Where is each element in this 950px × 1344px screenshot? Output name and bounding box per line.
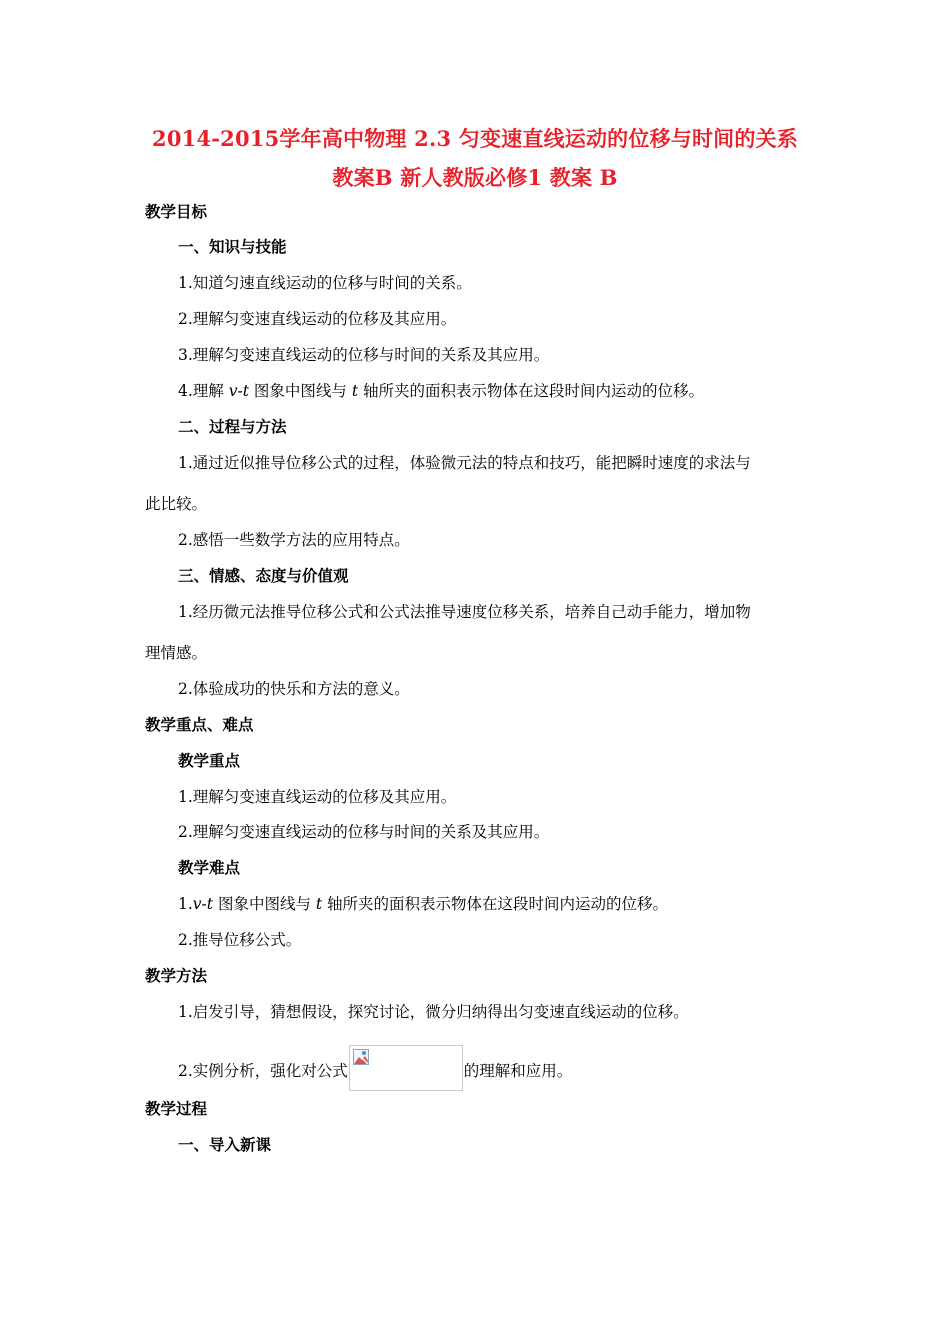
- variable-t: t: [351, 382, 359, 400]
- variable-v-t: v-t: [228, 382, 249, 400]
- document-title-line-1: 2014-2015学年高中物理 2.3 匀变速直线运动的位移与时间的关系: [152, 126, 798, 151]
- emotion-item-1-line-1: 1.经历微元法推导位移公式和公式法推导速度位移关系，培养自己动手能力，增加物: [178, 603, 751, 621]
- process-item-2: 2.感悟一些数学方法的应用特点。: [178, 531, 410, 549]
- formula-image: [349, 1045, 463, 1091]
- methods-item-1: 1.启发引导，猜想假设，探究讨论，微分归纳得出匀变速直线运动的位移。: [178, 1003, 689, 1021]
- emotion-item-1-line-2: 理情感。: [145, 644, 208, 662]
- broken-image-icon: [353, 1049, 369, 1065]
- document-title-line-2: 教案B 新人教版必修1 教案 B: [332, 165, 618, 190]
- variable-t: t: [315, 895, 323, 913]
- subheading-intro-new-lesson: 一、导入新课: [178, 1135, 272, 1154]
- variable-v-t: v-t: [192, 895, 214, 913]
- process-item-1-line-2: 此比较。: [145, 495, 208, 513]
- emotion-item-2: 2.体验成功的快乐和方法的意义。: [178, 680, 410, 698]
- key-item-2: 2.理解匀变速直线运动的位移与时间的关系及其应用。: [178, 823, 550, 841]
- section-heading-focus: 教学重点、难点: [145, 715, 254, 734]
- knowledge-item-3: 3.理解匀变速直线运动的位移与时间的关系及其应用。: [178, 346, 550, 364]
- subheading-difficult-points: 教学难点: [178, 858, 241, 877]
- knowledge-item-1: 1.知道匀速直线运动的位移与时间的关系。: [178, 274, 472, 292]
- subheading-knowledge-skills: 一、知识与技能: [178, 237, 287, 256]
- section-heading-objectives: 教学目标: [145, 202, 208, 221]
- subheading-emotion-values: 三、情感、态度与价值观: [178, 566, 349, 585]
- process-item-1-line-1: 1.通过近似推导位移公式的过程，体验微元法的特点和技巧，能把瞬时速度的求法与: [178, 454, 751, 472]
- methods-item-2: 2.实例分析，强化对公式 的理解和应用。: [178, 1049, 572, 1095]
- subheading-process-methods: 二、过程与方法: [178, 417, 287, 436]
- difficult-item-2: 2.推导位移公式。: [178, 931, 302, 949]
- knowledge-item-2: 2.理解匀变速直线运动的位移及其应用。: [178, 310, 457, 328]
- knowledge-item-4: 4.理解 v-t 图象中图线与 t 轴所夹的面积表示物体在这段时间内运动的位移。: [178, 382, 704, 400]
- difficult-item-1: 1.v-t 图象中图线与 t 轴所夹的面积表示物体在这段时间内运动的位移。: [178, 895, 669, 913]
- subheading-key-points: 教学重点: [178, 751, 241, 770]
- section-heading-teaching-process: 教学过程: [145, 1099, 208, 1118]
- section-heading-methods: 教学方法: [145, 966, 208, 985]
- key-item-1: 1.理解匀变速直线运动的位移及其应用。: [178, 788, 457, 806]
